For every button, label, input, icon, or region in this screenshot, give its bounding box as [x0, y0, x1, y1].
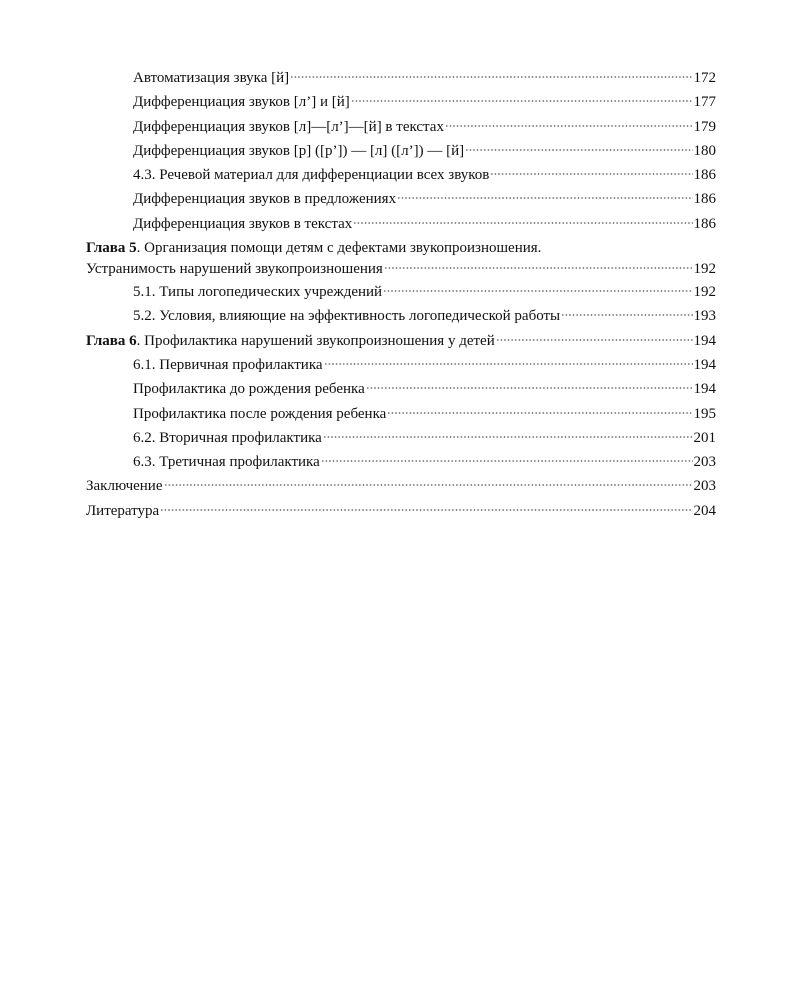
chapter-5-title-line1: . Организация помощи детям с дефектами звукопроизношения.: [136, 240, 542, 257]
dot-leader: [445, 125, 693, 127]
literature-label: Литература: [86, 502, 160, 519]
dot-leader: [164, 484, 693, 486]
dot-leader: [323, 436, 693, 438]
dot-leader: [353, 222, 692, 224]
toc-entry-page: 193: [693, 308, 716, 325]
dot-leader: [496, 339, 693, 341]
dot-leader: [397, 197, 692, 199]
conclusion-page: 203: [693, 478, 716, 495]
toc-entry[interactable]: [86, 90, 716, 114]
chapter-6-page: 194: [693, 332, 716, 349]
toc-entry[interactable]: [86, 450, 716, 474]
toc-conclusion[interactable]: [86, 474, 716, 498]
toc-entry-label: 6.3. Третичная профилактика: [133, 454, 320, 471]
toc-entry-page: 180: [693, 142, 716, 159]
dot-leader: [561, 314, 692, 316]
toc-entry-page: 203: [693, 454, 716, 471]
toc-entry-page: 186: [693, 191, 716, 208]
toc-entry-page: 195: [693, 405, 716, 422]
dot-leader: [490, 173, 692, 175]
toc-entry-page: 192: [693, 284, 716, 301]
dot-leader: [383, 290, 692, 292]
toc-entry-label: Профилактика до рождения ребенка: [133, 381, 365, 398]
chapter-5-number: Глава 5: [86, 240, 137, 257]
dot-leader: [290, 76, 692, 78]
toc-entry[interactable]: [86, 187, 716, 211]
chapter-6-number: Глава 6: [86, 332, 137, 349]
dot-leader: [321, 460, 693, 462]
toc-entry[interactable]: [86, 304, 716, 328]
table-of-contents: [86, 66, 716, 523]
toc-entry-label: Профилактика после рождения ребенка: [133, 405, 387, 422]
toc-entry-page: 179: [693, 118, 716, 135]
toc-entry-label: 6.2. Вторичная профилактика: [133, 429, 322, 446]
literature-page: 204: [693, 502, 716, 519]
dot-leader: [384, 267, 693, 269]
dot-leader: [366, 387, 693, 389]
toc-entry-page: 186: [693, 167, 716, 184]
chapter-6-heading[interactable]: [86, 329, 716, 353]
chapter-5-title-continuation[interactable]: [86, 258, 716, 280]
chapter-5-page: 192: [693, 261, 716, 278]
toc-entry-label: Дифференциация звуков [л’] и [й]: [133, 94, 350, 111]
toc-entry[interactable]: [86, 402, 716, 426]
toc-entry-page: 177: [693, 94, 716, 111]
toc-entry[interactable]: [86, 212, 716, 236]
toc-entry-page: 186: [693, 215, 716, 232]
chapter-6-title: . Профилактика нарушений звукопроизношения у детей: [136, 332, 495, 349]
toc-entry[interactable]: [86, 139, 716, 163]
toc-entry-label: Дифференциация звуков [р] ([р’]) — [л] ([л’]) — [й]: [133, 142, 465, 159]
dot-leader: [351, 100, 693, 102]
toc-entry-label: Дифференциация звуков в предложениях: [133, 191, 397, 208]
toc-entry-page: 172: [693, 70, 716, 86]
chapter-5-title-line2: Устранимость нарушений звукопроизношения: [86, 261, 383, 278]
toc-entry[interactable]: [86, 115, 716, 139]
toc-entry[interactable]: [86, 353, 716, 377]
dot-leader: [324, 363, 693, 365]
toc-entry-label: 5.2. Условия, влияющие на эффективность логопедической работы: [133, 308, 561, 325]
toc-literature[interactable]: [86, 499, 716, 523]
toc-entry-label: 5.1. Типы логопедических учреждений: [133, 284, 383, 301]
conclusion-label: Заключение: [86, 478, 163, 495]
toc-entry-page: 194: [693, 381, 716, 398]
dot-leader: [465, 149, 692, 151]
toc-entry-label: Автоматизация звука [й]: [133, 70, 290, 86]
toc-entry-page: 194: [693, 356, 716, 373]
toc-entry[interactable]: [86, 377, 716, 401]
toc-entry-label: Дифференциация звуков [л]—[л’]—[й] в текстах: [133, 118, 444, 135]
toc-entry-label: 6.1. Первичная профилактика: [133, 356, 323, 373]
toc-entry[interactable]: [86, 163, 716, 187]
toc-entry[interactable]: [86, 66, 716, 90]
toc-entry-label: Дифференциация звуков в текстах: [133, 215, 353, 232]
chapter-5-heading[interactable]: [86, 238, 716, 258]
dot-leader: [160, 509, 692, 511]
toc-entry[interactable]: [86, 426, 716, 450]
toc-entry-page: 201: [693, 429, 716, 446]
toc-entry-label: 4.3. Речевой материал для дифференциации всех звуков: [133, 167, 490, 184]
dot-leader: [387, 412, 692, 414]
toc-entry[interactable]: [86, 280, 716, 304]
